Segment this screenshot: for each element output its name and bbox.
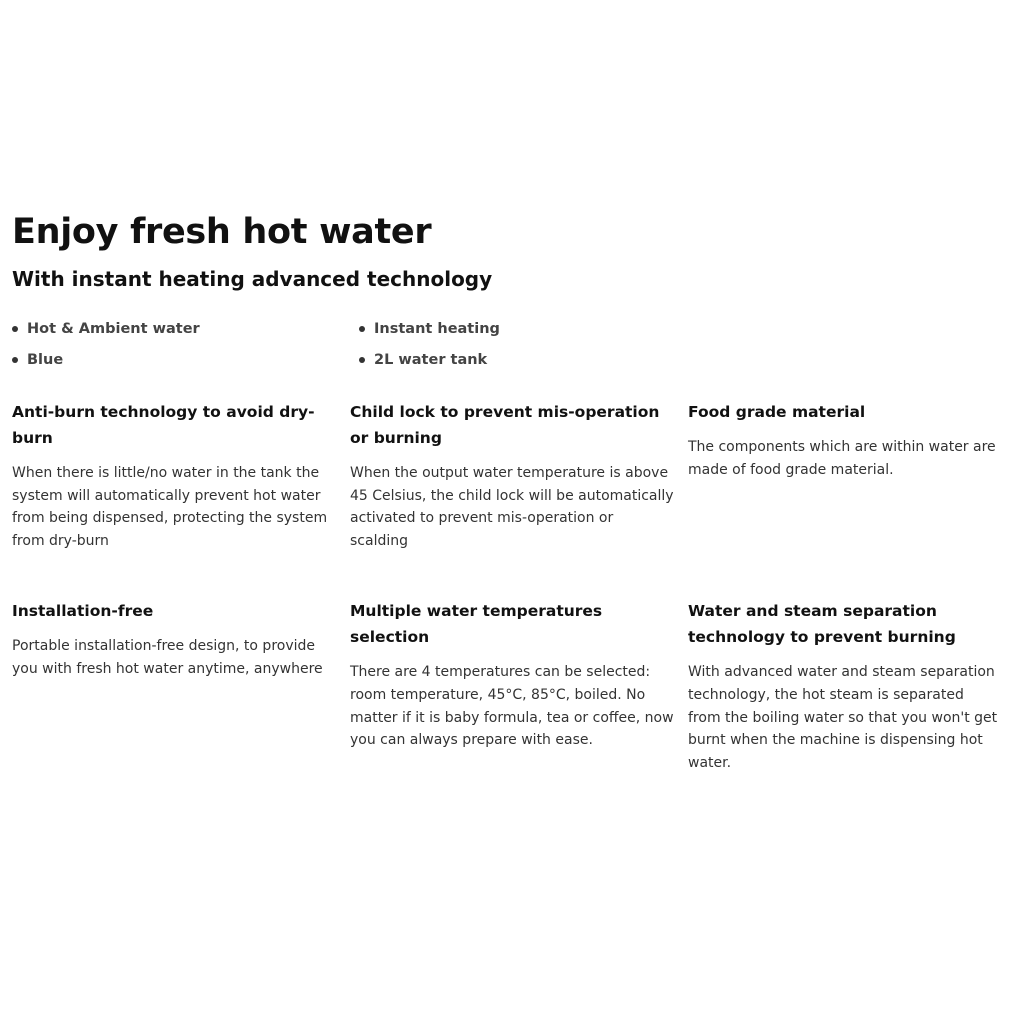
feature-card	[688, 598, 1012, 774]
feature-grid	[12, 399, 1012, 774]
feature-card	[12, 598, 350, 774]
page-subtitle: With instant heating advanced technology	[12, 267, 493, 291]
highlight-label: 2L water tank	[374, 352, 488, 368]
product-features-section	[12, 210, 1012, 774]
feature-card	[688, 399, 1012, 552]
highlight-item	[12, 349, 359, 371]
feature-card	[350, 598, 688, 774]
feature-title: Food grade material	[688, 403, 866, 421]
highlight-label: Instant heating	[374, 321, 500, 337]
feature-title: Anti-burn technology to avoid dry-burn	[12, 403, 315, 447]
page-title: Enjoy fresh hot water	[12, 212, 432, 252]
highlight-label: Blue	[27, 352, 64, 368]
highlight-item	[359, 349, 689, 371]
feature-description: With advanced water and steam separation technology, the hot steam is separated from the boiling water so that you won't get burnt when the machine is dispensing hot water.	[688, 664, 998, 771]
feature-title: Installation-free	[12, 602, 154, 621]
feature-description: When there is little/no water in the tank the system will automatically prevent hot water from being dispensed, protecting the system from dry-burn	[12, 465, 328, 549]
feature-description: Portable installation-free design, to provide you with fresh hot water anytime, anywhere	[12, 638, 323, 677]
feature-description: The components which are within water are made of food grade material.	[688, 439, 996, 478]
feature-description: When the output water temperature is above 45 Celsius, the child lock will be automatically activated to prevent mis-operation or scalding	[350, 465, 674, 549]
feature-title: Multiple water temperatures selection	[350, 602, 603, 647]
feature-card	[12, 399, 350, 552]
bullet-dot-icon	[12, 357, 18, 363]
highlight-list	[12, 318, 1012, 371]
feature-description: There are 4 temperatures can be selected: room temperature, 45°C, 85°C, boiled. No matter if it is baby formula, tea or coffee, now you can always prepare with ease.	[350, 664, 674, 749]
bullet-dot-icon	[359, 326, 365, 332]
bullet-dot-icon	[359, 357, 365, 363]
feature-card	[350, 399, 688, 552]
highlight-item	[12, 318, 359, 340]
bullet-dot-icon	[12, 326, 18, 332]
feature-title: Child lock to prevent mis-operation or burning	[350, 403, 660, 447]
highlight-label: Hot & Ambient water	[27, 321, 200, 337]
highlight-item	[359, 318, 689, 340]
feature-title: Water and steam separation technology to prevent burning	[688, 602, 956, 647]
